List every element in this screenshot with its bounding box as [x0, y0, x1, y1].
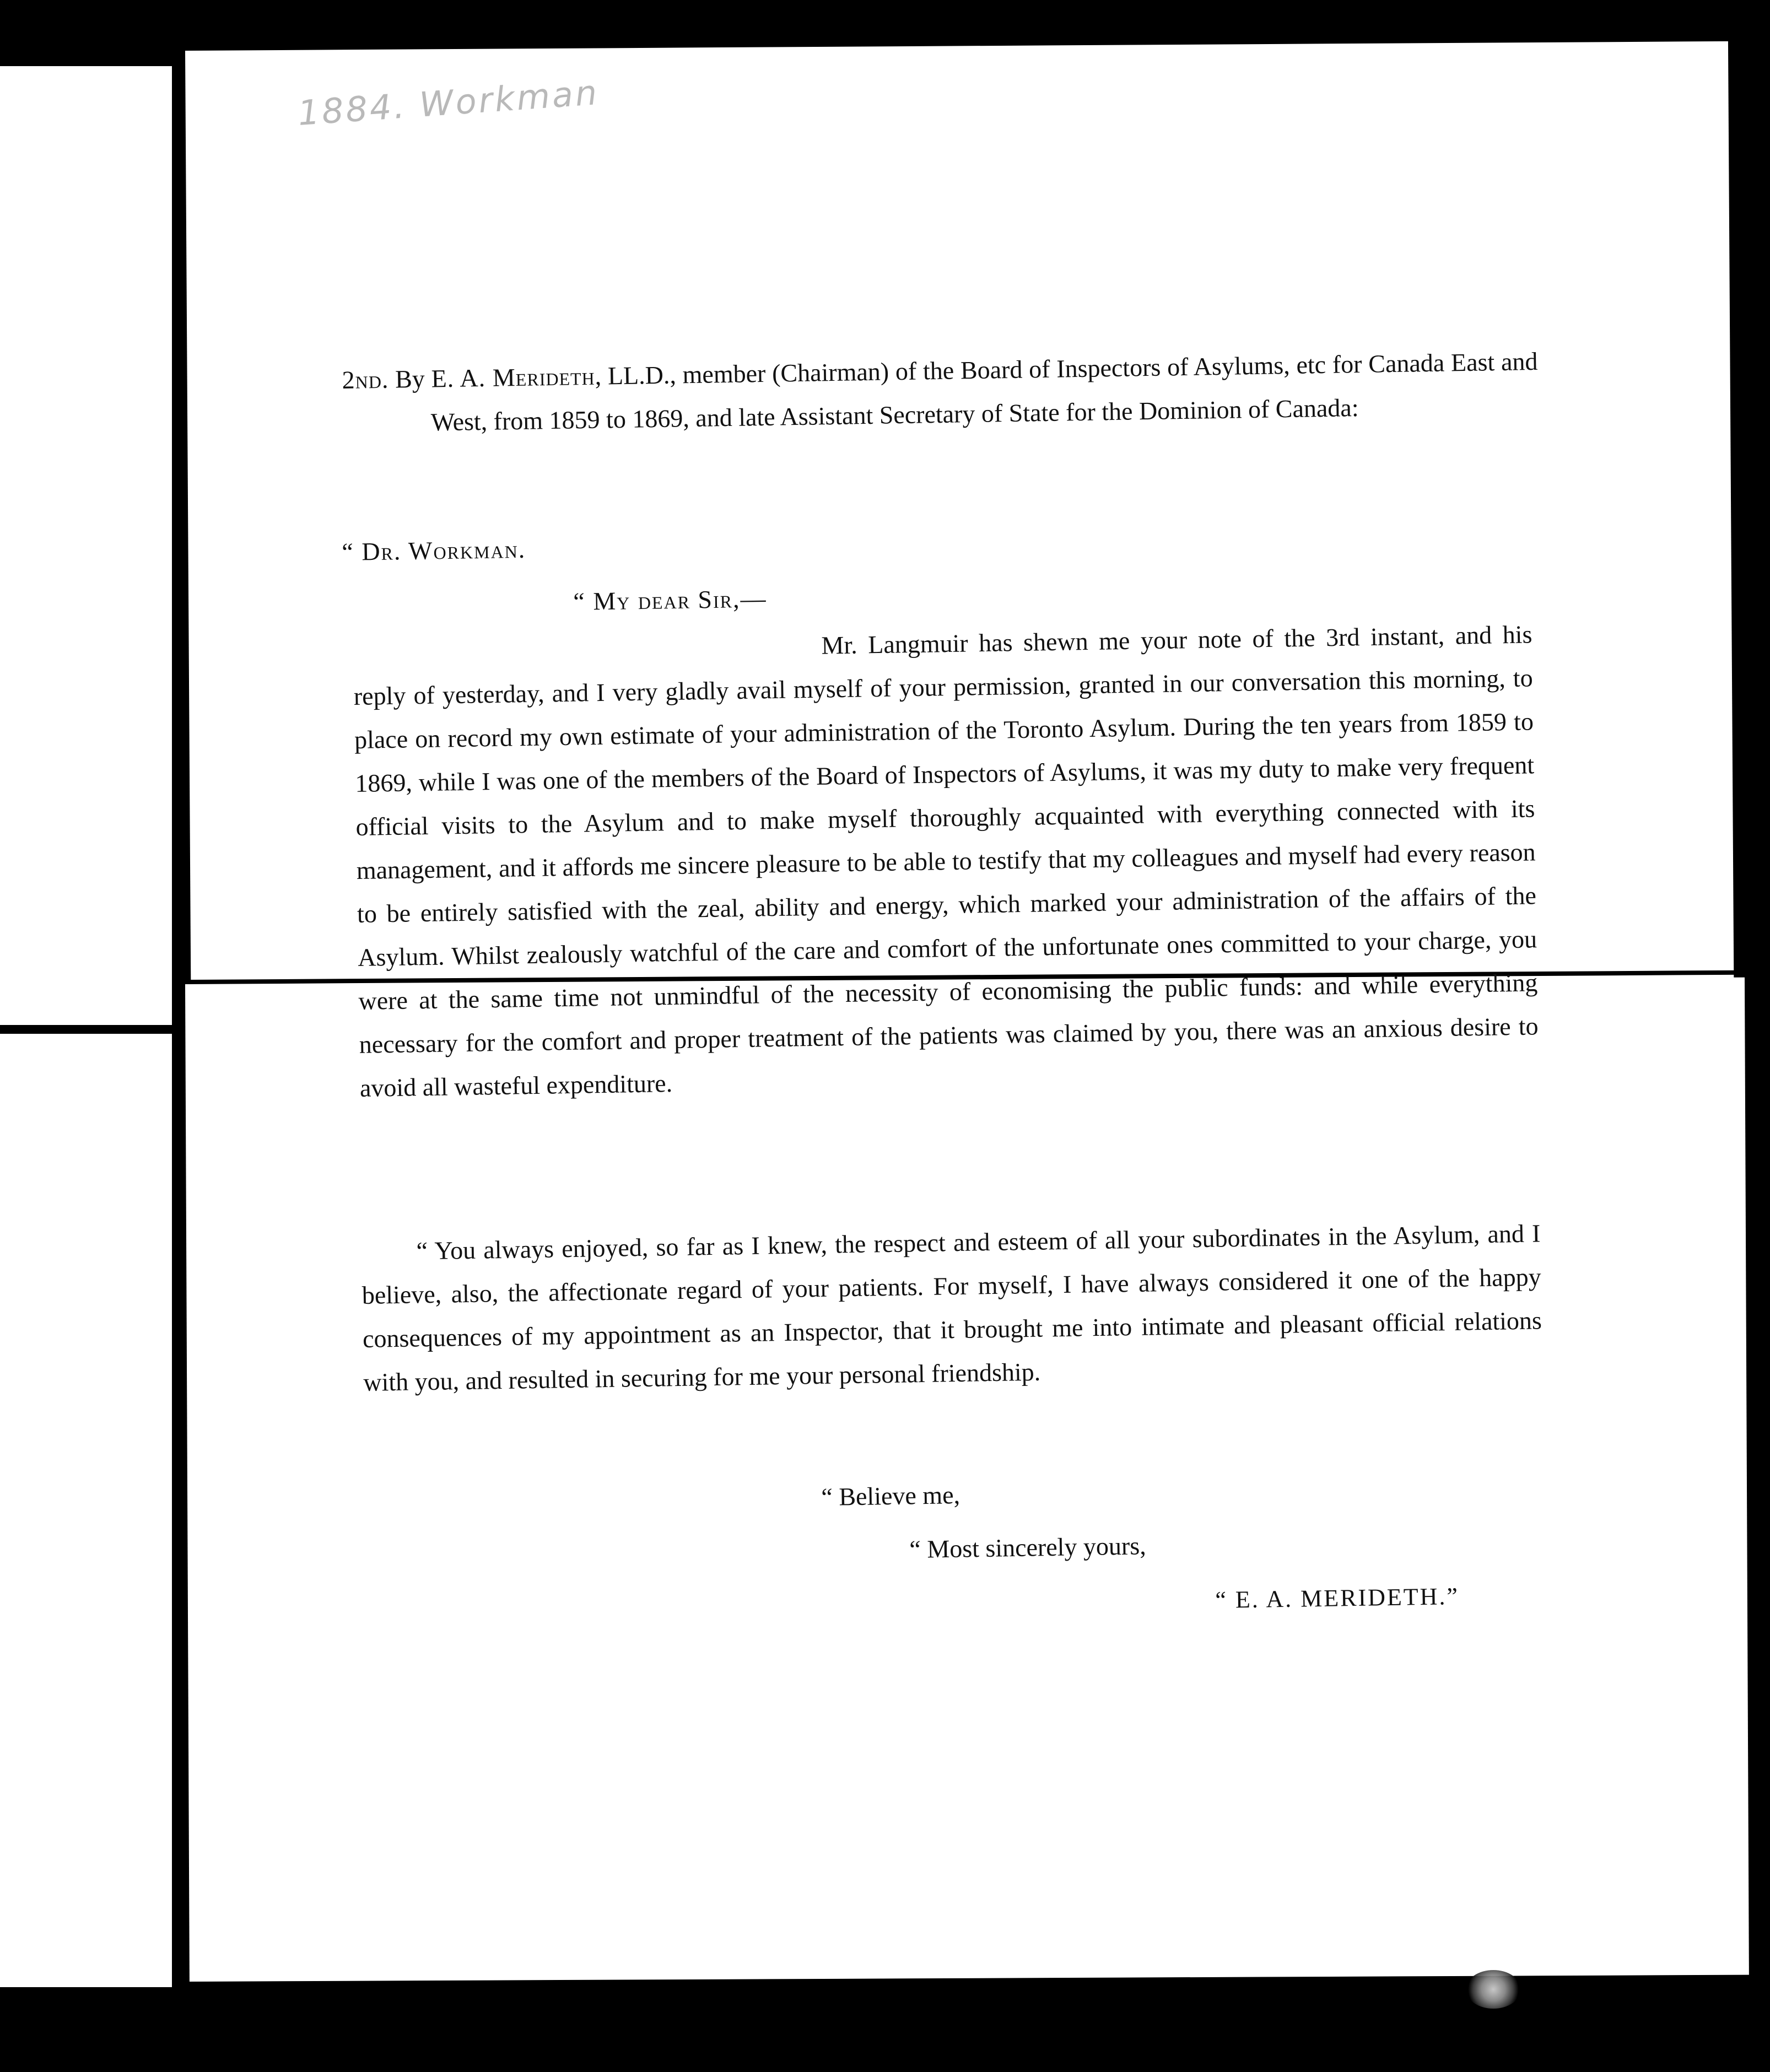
pencil-annotation: 1884. Workman [296, 72, 601, 134]
letter-paragraph-2 [361, 1211, 1543, 1404]
closing-believe-me: “ Believe me, [821, 1481, 960, 1511]
paragraph-2-text: “ You always enjoyed, so far as I knew, the respect and esteem of all your subordinates in the Asylum, and I believe, also, the affectionate regard of your patients. For myself, I have always considered it one of the happy consequences of my appointment as an Inspector, that it brought me into intimate and pleasant official relations with you, and resulted in securing for me your personal friendship. [361, 1219, 1542, 1396]
author-prefix: By [395, 364, 431, 393]
letter-paragraph-1 [353, 612, 1539, 1110]
signature: “ E. A. MERIDETH.” [1215, 1583, 1460, 1614]
left-page-strip-top [0, 66, 172, 1025]
paragraph-1-text: Mr. Langmuir has shewn me your note of the 3rd instant, and his reply of yesterday, and I very gladly avail myself of your permission, granted in our conversation this morning, to place on record my own estimate of your administration of the Toronto Asylum. During the ten years from 1859 to 1869, while I was one of the members of the Board of Inspectors of Asylums, it was my duty to make very frequent official visits to the Asylum and to make myself thoroughly acquainted with everything connected with its management, and it affords me sincere pleasure to be able to testify that my colleagues and myself had every reason to be entirely satisfied with the zeal, ability and energy, which marked your administration of the affairs of the Asylum. Whilst zealously watchful of the care and comfort of the unfortunate ones committed to your charge, you were at the same time not unmindful of the necessity of economising the public funds: and while everything necessary for the comfort and proper treatment of the patients was claimed by you, there was an anxious desire to avoid all wasteful expenditure. [353, 620, 1539, 1102]
addressee: “ Dr. Workman. [342, 535, 526, 566]
author-name: E. A. Merideth [431, 361, 596, 393]
closing-sincerely: “ Most sincerely yours, [909, 1531, 1147, 1563]
left-page-strip-bottom [0, 1034, 172, 1987]
corner-stain [1466, 1970, 1521, 2009]
salutation: “ My dear Sir,— [573, 584, 767, 616]
section-number: 2nd. [342, 365, 389, 394]
document-sheet-bottom [185, 978, 1749, 1982]
author-description: , LL.D., member (Chairman) of the Board of Inspectors of Asylums, etc for Canada East and West, from 1859 to 1869, and late Assistant Secretary of State for the Dominion of Canada: [430, 347, 1538, 436]
